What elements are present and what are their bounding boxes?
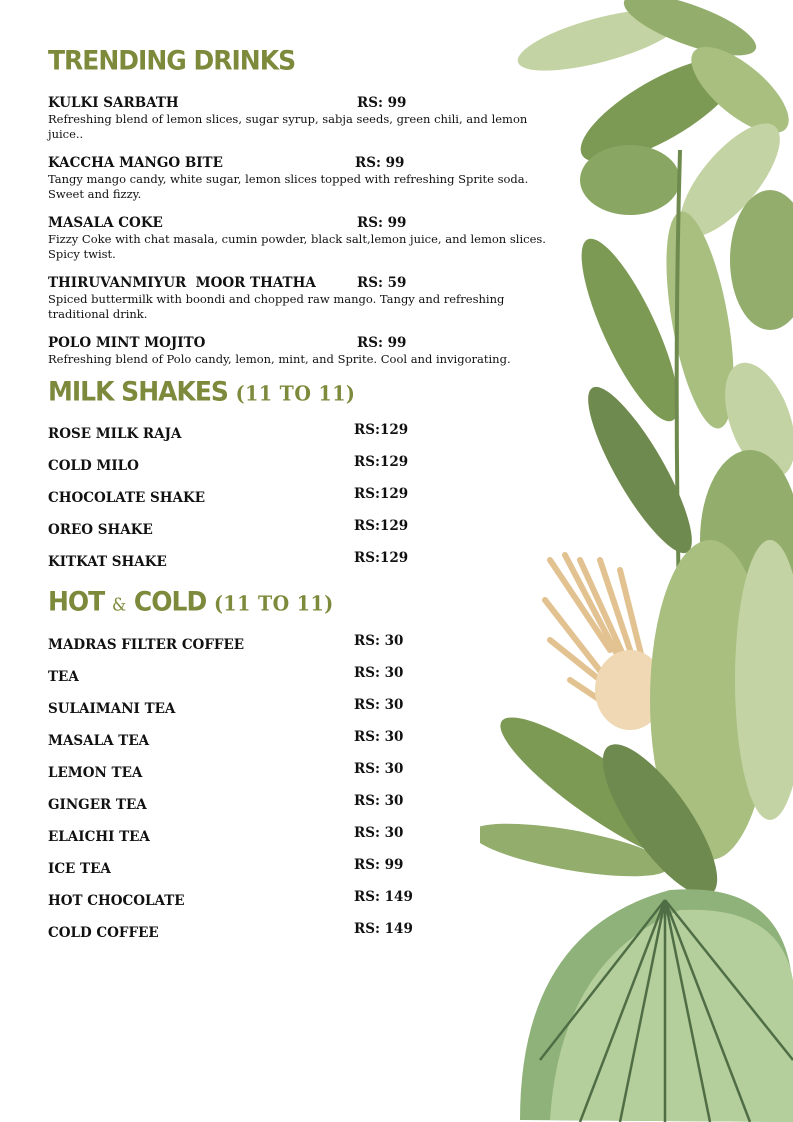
section-hours: (11 TO 11) [235, 382, 356, 406]
item-name: ELAICHI TEA [48, 829, 150, 845]
section-title-ampersand: & [111, 594, 127, 615]
menu-item [48, 724, 568, 756]
item-price: RS:129 [354, 486, 409, 502]
item-name: MADRAS FILTER COFFEE [48, 637, 245, 653]
item-name: THIRUVANMIYUR MOOR THATHA [48, 275, 316, 291]
item-description: Tangy mango candy, white sugar, lemon slices topped with refreshing Sprite soda. Sweet and fizzy. [48, 172, 529, 201]
item-price: RS: 99 [357, 95, 407, 111]
menu-item [48, 449, 568, 481]
menu-item [48, 660, 568, 692]
item-price: RS: 99 [357, 335, 407, 351]
menu-item [48, 95, 568, 142]
section-hours: (11 TO 11) [213, 592, 334, 616]
item-price: RS: 99 [355, 155, 405, 171]
menu-item [48, 513, 568, 545]
menu-item [48, 545, 568, 577]
menu-item [48, 884, 568, 916]
item-name: POLO MINT MOJITO [48, 335, 206, 351]
item-name: TEA [48, 669, 79, 685]
item-price: RS: 30 [354, 697, 404, 713]
item-price: RS:129 [354, 422, 409, 438]
item-price: RS: 30 [354, 633, 404, 649]
item-description: Refreshing blend of lemon slices, sugar syrup, sabja seeds, green chili, and lemon juice.. [48, 112, 528, 141]
item-name: CHOCOLATE SHAKE [48, 490, 206, 506]
item-name: ROSE MILK RAJA [48, 426, 182, 442]
item-price: RS: 30 [354, 825, 404, 841]
item-name: MASALA TEA [48, 733, 150, 749]
menu-item [48, 628, 568, 660]
menu-item [48, 820, 568, 852]
section-title-hot: HOT [48, 585, 105, 617]
item-description: Spiced buttermilk with boondi and chopped raw mango. Tangy and refreshing traditional drink. [48, 292, 505, 321]
menu-item [48, 215, 568, 262]
menu-item [48, 692, 568, 724]
item-name: SULAIMANI TEA [48, 701, 176, 717]
item-price: RS: 99 [357, 215, 407, 231]
item-price: RS: 30 [354, 793, 404, 809]
item-name: COLD COFFEE [48, 925, 159, 941]
item-price: RS:129 [354, 454, 409, 470]
hot-and-cold-heading [48, 584, 568, 624]
menu-item [48, 481, 568, 513]
item-name: COLD MILO [48, 458, 139, 474]
item-description: Refreshing blend of Polo candy, lemon, mint, and Sprite. Cool and invigorating. [48, 352, 511, 366]
menu-item [48, 916, 568, 948]
item-name: LEMON TEA [48, 765, 143, 781]
section-title: TRENDING DRINKS [48, 44, 296, 77]
item-price: RS: 30 [354, 761, 404, 777]
section-title-cold: COLD [133, 585, 207, 617]
item-price: RS: 30 [354, 729, 404, 745]
section-title: MILK SHAKES [48, 375, 228, 408]
menu-item [48, 335, 568, 367]
item-name: KACCHA MANGO BITE [48, 155, 223, 171]
trending-drinks-heading [48, 43, 568, 80]
item-price: RS: 149 [354, 889, 413, 905]
menu-item [48, 275, 568, 322]
milk-shakes-heading [48, 374, 568, 413]
item-price: RS:129 [354, 518, 409, 534]
menu-item [48, 852, 568, 884]
item-name: ICE TEA [48, 861, 111, 877]
menu-item [48, 417, 568, 449]
item-price: RS: 59 [357, 275, 407, 291]
item-name: KITKAT SHAKE [48, 554, 167, 570]
item-name: GINGER TEA [48, 797, 147, 813]
item-name: MASALA COKE [48, 215, 163, 231]
menu-item [48, 155, 568, 202]
menu-item [48, 788, 568, 820]
item-price: RS: 99 [354, 857, 404, 873]
item-name: HOT CHOCOLATE [48, 893, 185, 909]
item-name: OREO SHAKE [48, 522, 153, 538]
item-description: Fizzy Coke with chat masala, cumin powder, black salt,lemon juice, and lemon slices. Spicy twist. [48, 232, 546, 261]
menu-item [48, 756, 568, 788]
item-price: RS: 30 [354, 665, 404, 681]
item-price: RS:129 [354, 550, 409, 566]
item-name: KULKI SARBATH [48, 95, 179, 111]
menu-content [48, 44, 568, 948]
item-price: RS: 149 [354, 921, 413, 937]
